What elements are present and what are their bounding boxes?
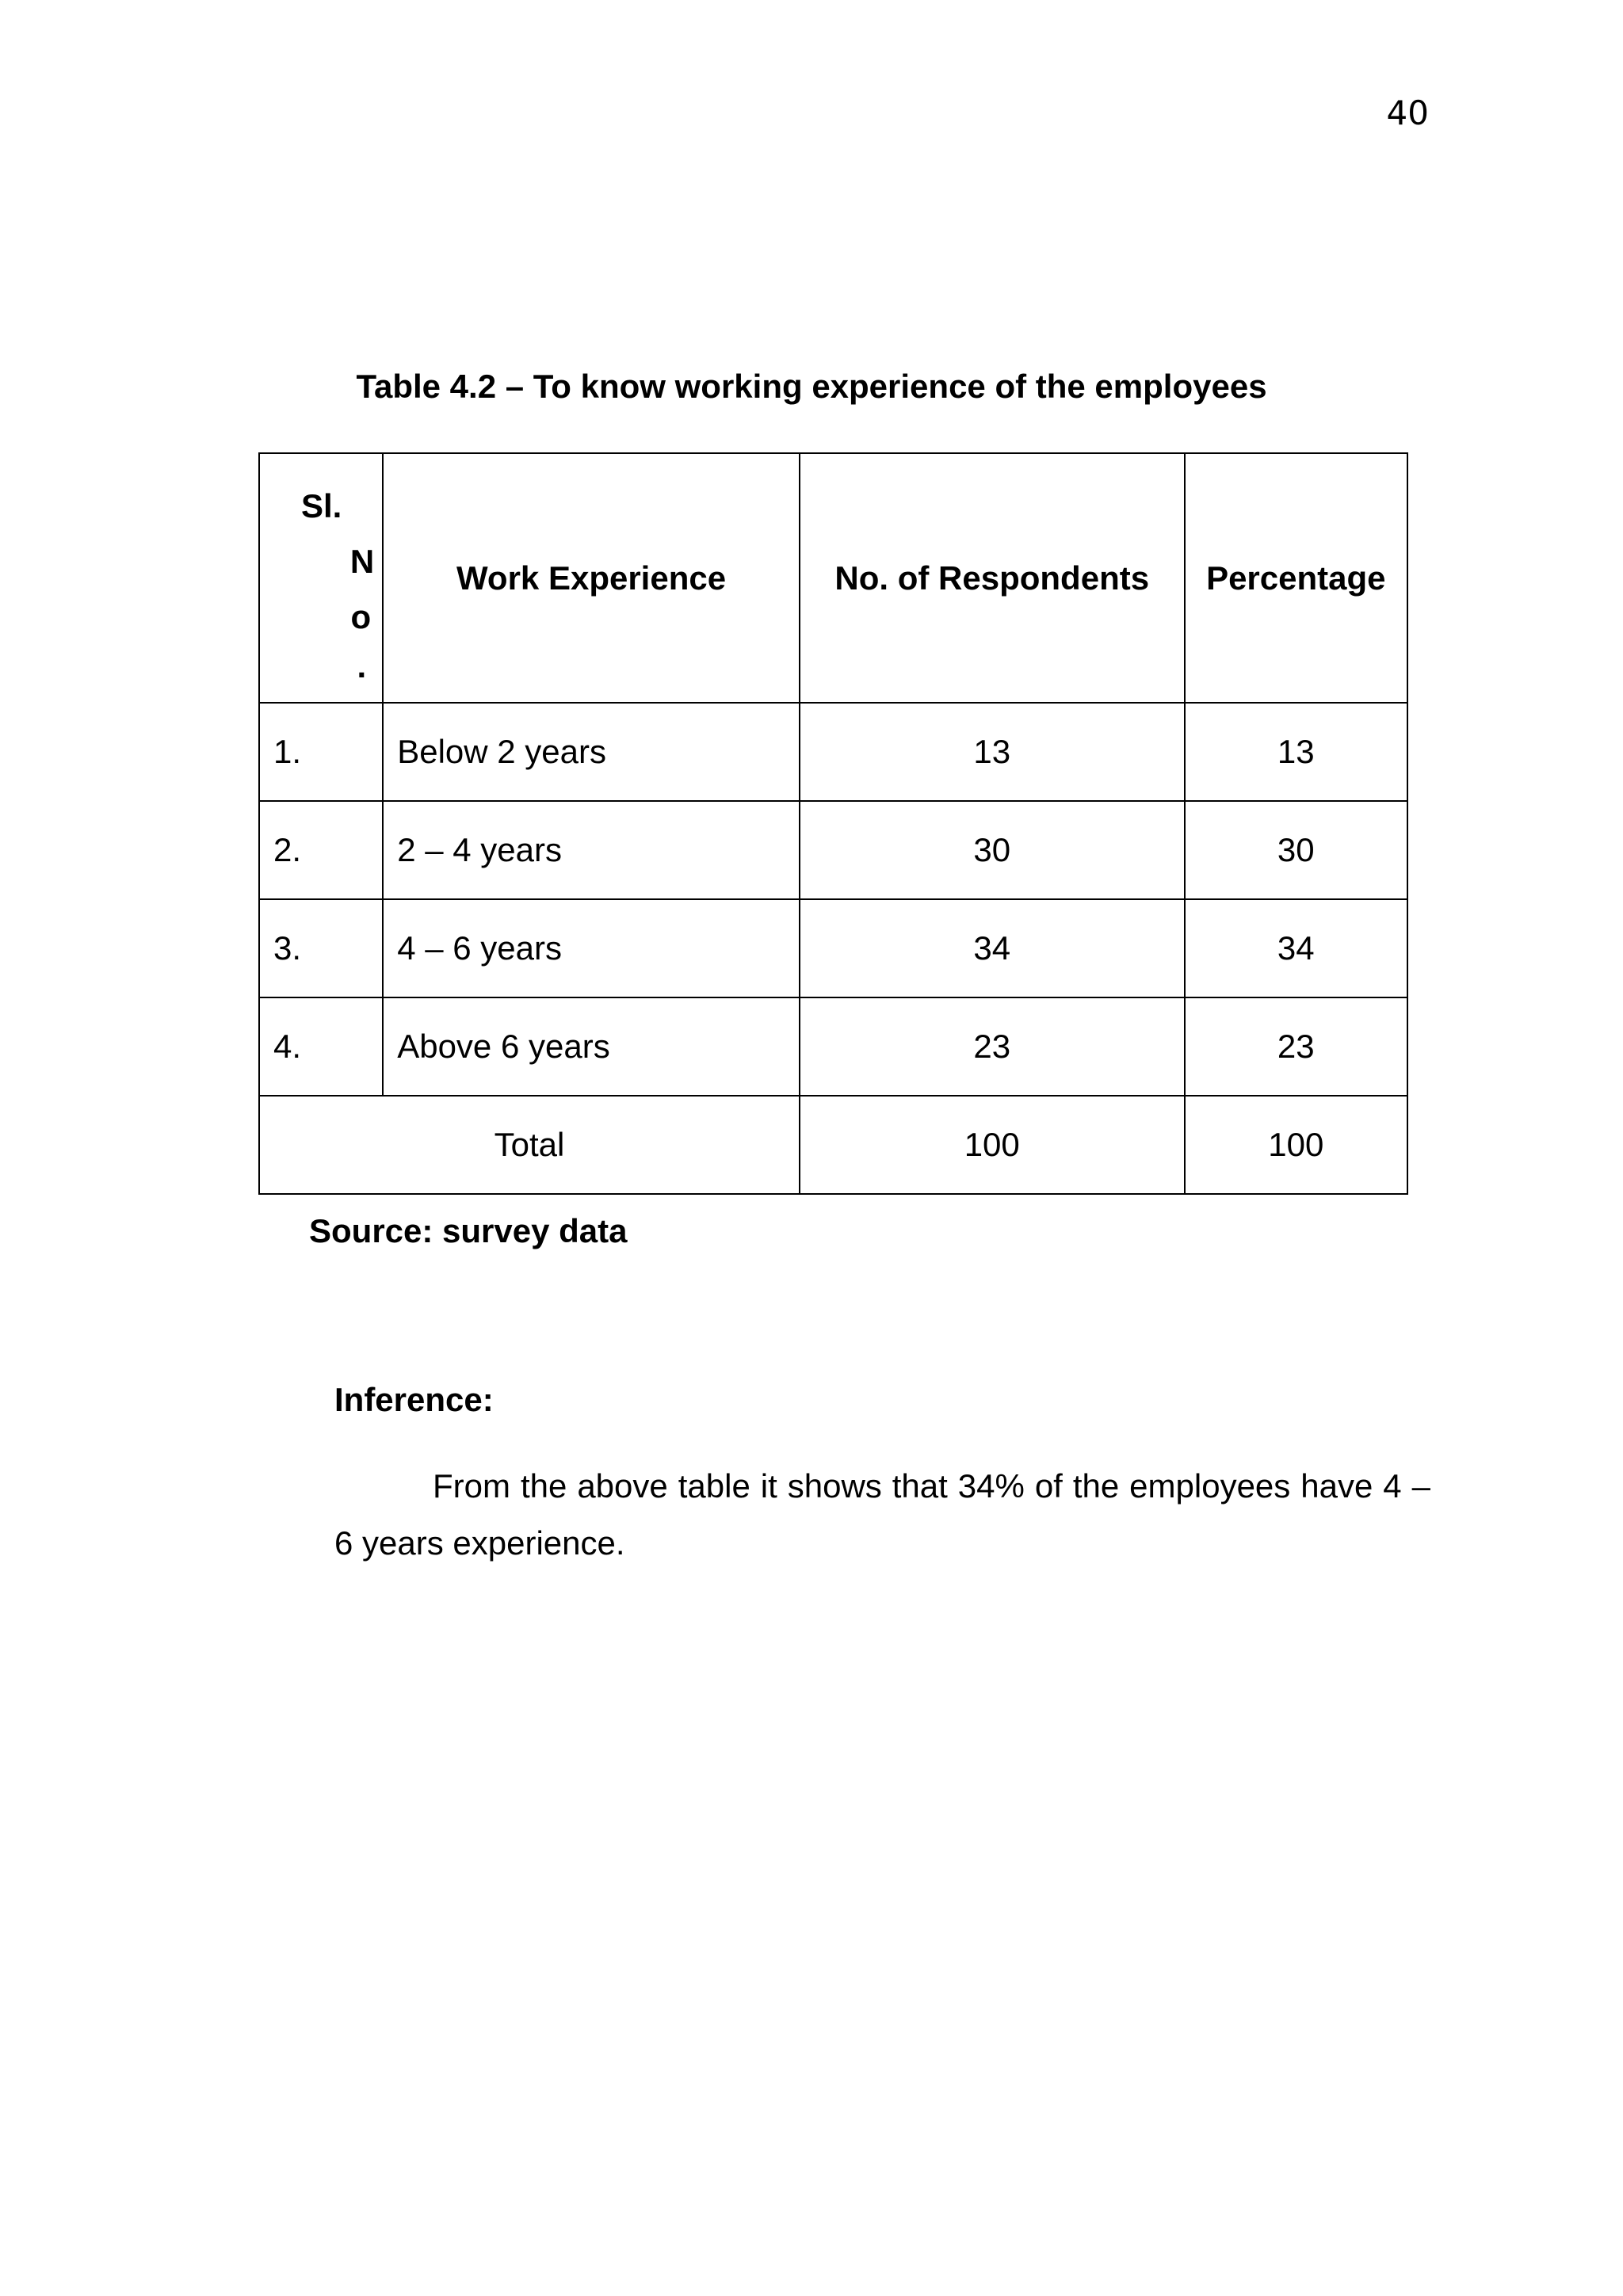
cell-experience: Below 2 years <box>383 703 800 801</box>
page-number: 40 <box>1386 93 1429 132</box>
cell-respondents: 23 <box>800 997 1185 1096</box>
table-row <box>259 703 1407 801</box>
cell-respondents: 30 <box>800 801 1185 899</box>
header-percentage: Percentage <box>1185 453 1407 703</box>
header-sl-no <box>259 453 383 703</box>
table-row <box>259 801 1407 899</box>
total-percentage: 100 <box>1185 1096 1407 1194</box>
experience-table <box>258 452 1408 1195</box>
cell-percentage: 30 <box>1185 801 1407 899</box>
table-row <box>259 899 1407 997</box>
table-title: Table 4.2 – To know working experience of the employees <box>356 368 1267 405</box>
header-work-experience: Work Experience <box>383 453 800 703</box>
total-respondents: 100 <box>800 1096 1185 1194</box>
header-sl-part: . <box>357 647 367 685</box>
cell-sl: 4. <box>259 997 383 1096</box>
header-sl-part: Sl. <box>301 487 342 524</box>
cell-experience: 2 – 4 years <box>383 801 800 899</box>
header-sl-part: o <box>350 598 372 635</box>
cell-respondents: 34 <box>800 899 1185 997</box>
cell-experience: 4 – 6 years <box>383 899 800 997</box>
cell-sl: 3. <box>259 899 383 997</box>
header-respondents: No. of Respondents <box>800 453 1185 703</box>
inference-heading: Inference: <box>334 1381 494 1418</box>
total-row <box>259 1096 1407 1194</box>
cell-percentage: 34 <box>1185 899 1407 997</box>
cell-respondents: 13 <box>800 703 1185 801</box>
total-label: Total <box>259 1096 800 1194</box>
table-header-row <box>259 453 1407 703</box>
source-note: Source: survey data <box>309 1212 628 1249</box>
cell-sl: 1. <box>259 703 383 801</box>
header-sl-part: N <box>349 543 375 580</box>
cell-sl: 2. <box>259 801 383 899</box>
cell-experience: Above 6 years <box>383 997 800 1096</box>
cell-percentage: 23 <box>1185 997 1407 1096</box>
table-row <box>259 997 1407 1096</box>
cell-percentage: 13 <box>1185 703 1407 801</box>
inference-text: From the above table it shows that 34% of the employees have 4 – 6 years experience. <box>334 1467 1430 1562</box>
